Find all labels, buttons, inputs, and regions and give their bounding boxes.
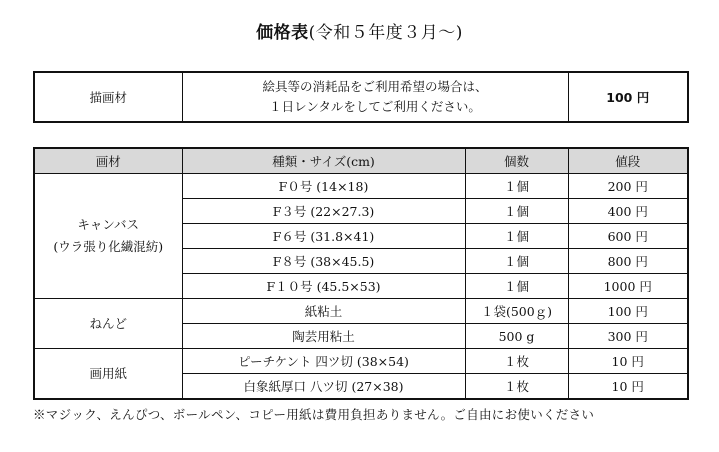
cell-quantity: １個	[465, 274, 568, 299]
group-label-canvas	[34, 174, 182, 299]
page-title	[0, 18, 719, 43]
cell-price: 800 円	[568, 249, 688, 274]
drawing-material-label: 描画材	[34, 72, 182, 122]
cell-type: 陶芸用粘土	[182, 324, 465, 349]
footnote: ※マジック、えんぴつ、ボールペン、コピー用紙は費用負担ありません。ご自由にお使いください	[33, 407, 595, 422]
header-price: 値段	[568, 148, 688, 174]
header-type-size: 種類・サイズ(cm)	[182, 148, 465, 174]
cell-price: 100 円	[568, 299, 688, 324]
description-line-2: １日レンタルをしてご利用ください。	[269, 99, 481, 114]
cell-price: 600 円	[568, 224, 688, 249]
drawing-material-table	[33, 71, 689, 123]
group-label-clay: ねんど	[34, 299, 182, 349]
drawing-material-description	[182, 72, 568, 122]
cell-type: ピーチケント 四ツ切 (38×54)	[182, 349, 465, 374]
group-label-paper: 画用紙	[34, 349, 182, 400]
cell-type: F８号 (38×45.5)	[182, 249, 465, 274]
cell-price: 400 円	[568, 199, 688, 224]
cell-price: 10 円	[568, 349, 688, 374]
cell-type: F６号 (31.8×41)	[182, 224, 465, 249]
header-quantity: 個数	[465, 148, 568, 174]
drawing-material-row	[34, 72, 688, 122]
cell-quantity: 500 g	[465, 324, 568, 349]
table-row	[34, 299, 688, 324]
price-table-header-row	[34, 148, 688, 174]
cell-quantity: １個	[465, 174, 568, 199]
cell-type: F３号 (22×27.3)	[182, 199, 465, 224]
cell-quantity: １枚	[465, 349, 568, 374]
cell-type: F１０号 (45.5×53)	[182, 274, 465, 299]
description-line-1: 絵具等の消耗品をご利用希望の場合は、	[262, 79, 488, 94]
title-sub: (令和５年度３月～)	[308, 23, 463, 43]
cell-quantity: １袋(500ｇ)	[465, 299, 568, 324]
cell-type: 白象紙厚口 八ツ切 (27×38)	[182, 374, 465, 400]
drawing-material-price: 100 円	[568, 72, 688, 122]
price-table	[33, 147, 689, 400]
group-label-line-1: キャンバス	[77, 217, 140, 232]
cell-type: F０号 (14×18)	[182, 174, 465, 199]
group-label-line-2: (ウラ張り化繊混紡)	[53, 239, 164, 254]
table-row	[34, 349, 688, 374]
cell-price: 1000 円	[568, 274, 688, 299]
cell-quantity: １個	[465, 224, 568, 249]
header-material: 画材	[34, 148, 182, 174]
cell-quantity: １個	[465, 249, 568, 274]
cell-price: 200 円	[568, 174, 688, 199]
table-row	[34, 174, 688, 199]
cell-quantity: １枚	[465, 374, 568, 400]
cell-price: 10 円	[568, 374, 688, 400]
title-main: 価格表	[256, 23, 309, 43]
cell-quantity: １個	[465, 199, 568, 224]
cell-type: 紙粘土	[182, 299, 465, 324]
cell-price: 300 円	[568, 324, 688, 349]
